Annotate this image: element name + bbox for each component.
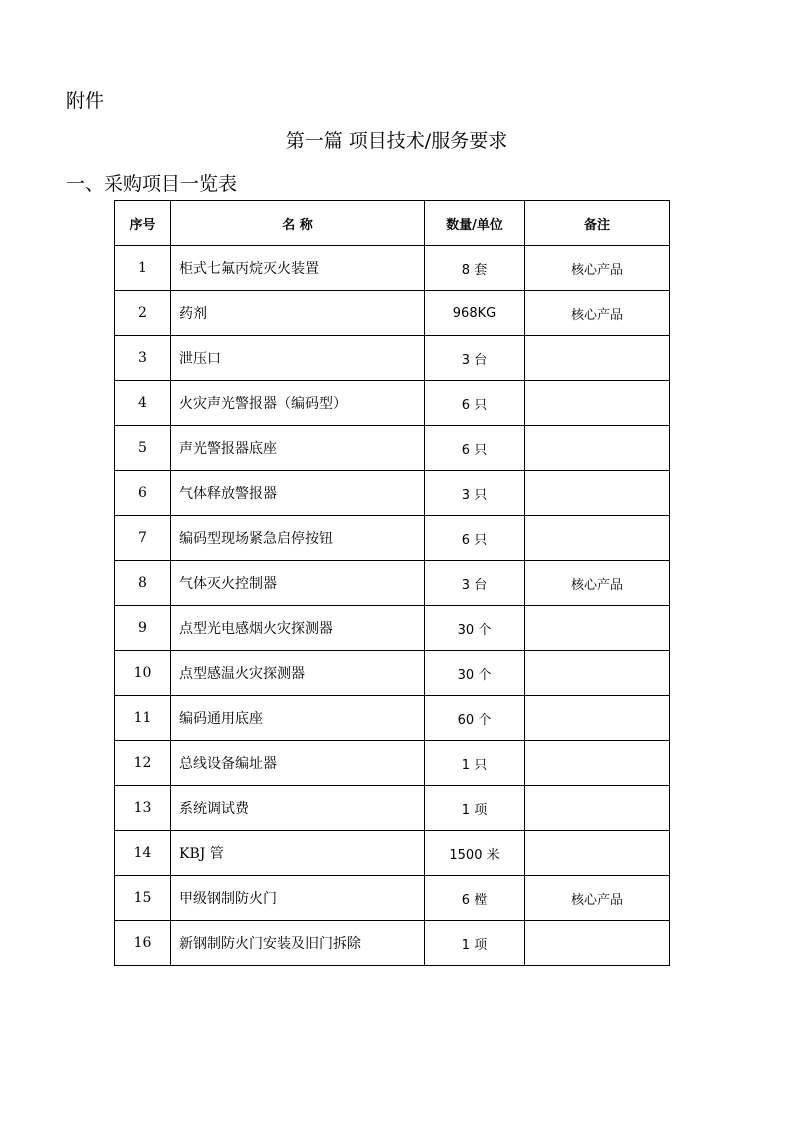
column-header-remark: 备注 bbox=[525, 201, 670, 246]
item-remark bbox=[525, 606, 670, 651]
item-remark: 核心产品 bbox=[525, 561, 670, 606]
item-name: 编码型现场紧急启停按钮 bbox=[171, 516, 425, 561]
item-remark bbox=[525, 921, 670, 966]
item-quantity: 3 台 bbox=[425, 336, 525, 381]
item-name: 点型光电感烟火灾探测器 bbox=[171, 606, 425, 651]
item-quantity: 1500 米 bbox=[425, 831, 525, 876]
item-name: 点型感温火灾探测器 bbox=[171, 651, 425, 696]
item-quantity: 3 只 bbox=[425, 471, 525, 516]
item-name: 甲级钢制防火门 bbox=[171, 876, 425, 921]
item-quantity: 3 台 bbox=[425, 561, 525, 606]
table-row bbox=[115, 696, 670, 741]
column-header-no: 序号 bbox=[115, 201, 171, 246]
item-quantity: 1 项 bbox=[425, 786, 525, 831]
table-row bbox=[115, 471, 670, 516]
table-row bbox=[115, 426, 670, 471]
row-number: 1 bbox=[115, 246, 171, 291]
item-name: 新钢制防火门安装及旧门拆除 bbox=[171, 921, 425, 966]
item-name: 泄压口 bbox=[171, 336, 425, 381]
item-name: 系统调试费 bbox=[171, 786, 425, 831]
item-quantity: 30 个 bbox=[425, 651, 525, 696]
column-header-qty: 数量/单位 bbox=[425, 201, 525, 246]
item-name: KBJ 管 bbox=[171, 831, 425, 876]
table-row bbox=[115, 291, 670, 336]
item-remark: 核心产品 bbox=[525, 291, 670, 336]
item-quantity: 6 只 bbox=[425, 426, 525, 471]
item-remark bbox=[525, 786, 670, 831]
item-name: 气体释放警报器 bbox=[171, 471, 425, 516]
item-quantity: 6 只 bbox=[425, 516, 525, 561]
item-remark: 核心产品 bbox=[525, 246, 670, 291]
item-quantity: 8 套 bbox=[425, 246, 525, 291]
row-number: 4 bbox=[115, 381, 171, 426]
row-number: 2 bbox=[115, 291, 171, 336]
table-header-row bbox=[115, 201, 670, 246]
table-row bbox=[115, 381, 670, 426]
item-name: 火灾声光警报器（编码型） bbox=[171, 381, 425, 426]
item-quantity: 1 项 bbox=[425, 921, 525, 966]
row-number: 11 bbox=[115, 696, 171, 741]
item-remark bbox=[525, 381, 670, 426]
item-remark bbox=[525, 471, 670, 516]
item-remark bbox=[525, 741, 670, 786]
table-row bbox=[115, 336, 670, 381]
section-heading: 一、采购项目一览表 bbox=[66, 173, 238, 195]
item-name: 编码通用底座 bbox=[171, 696, 425, 741]
column-header-name: 名 称 bbox=[171, 201, 425, 246]
table-row bbox=[115, 786, 670, 831]
item-remark bbox=[525, 651, 670, 696]
table-row bbox=[115, 516, 670, 561]
item-name: 柜式七氟丙烷灭火装置 bbox=[171, 246, 425, 291]
row-number: 16 bbox=[115, 921, 171, 966]
row-number: 15 bbox=[115, 876, 171, 921]
procurement-table bbox=[114, 200, 670, 966]
table-row bbox=[115, 921, 670, 966]
item-name: 声光警报器底座 bbox=[171, 426, 425, 471]
item-remark bbox=[525, 696, 670, 741]
row-number: 6 bbox=[115, 471, 171, 516]
row-number: 5 bbox=[115, 426, 171, 471]
item-name: 气体灭火控制器 bbox=[171, 561, 425, 606]
table-row bbox=[115, 741, 670, 786]
table-row bbox=[115, 606, 670, 651]
item-remark bbox=[525, 831, 670, 876]
row-number: 3 bbox=[115, 336, 171, 381]
row-number: 14 bbox=[115, 831, 171, 876]
item-quantity: 968KG bbox=[425, 291, 525, 336]
row-number: 10 bbox=[115, 651, 171, 696]
table-row bbox=[115, 876, 670, 921]
item-remark: 核心产品 bbox=[525, 876, 670, 921]
item-quantity: 1 只 bbox=[425, 741, 525, 786]
row-number: 13 bbox=[115, 786, 171, 831]
item-name: 药剂 bbox=[171, 291, 425, 336]
row-number: 12 bbox=[115, 741, 171, 786]
table-body bbox=[115, 246, 670, 966]
row-number: 8 bbox=[115, 561, 171, 606]
item-quantity: 6 只 bbox=[425, 381, 525, 426]
row-number: 9 bbox=[115, 606, 171, 651]
item-remark bbox=[525, 516, 670, 561]
item-quantity: 30 个 bbox=[425, 606, 525, 651]
item-remark bbox=[525, 336, 670, 381]
row-number: 7 bbox=[115, 516, 171, 561]
item-remark bbox=[525, 426, 670, 471]
item-quantity: 60 个 bbox=[425, 696, 525, 741]
document-title: 第一篇 项目技术/服务要求 bbox=[285, 130, 508, 152]
table-row bbox=[115, 831, 670, 876]
item-quantity: 6 樘 bbox=[425, 876, 525, 921]
table-row bbox=[115, 651, 670, 696]
item-name: 总线设备编址器 bbox=[171, 741, 425, 786]
table-row bbox=[115, 561, 670, 606]
table-row bbox=[115, 246, 670, 291]
attachment-label: 附件 bbox=[66, 90, 105, 112]
